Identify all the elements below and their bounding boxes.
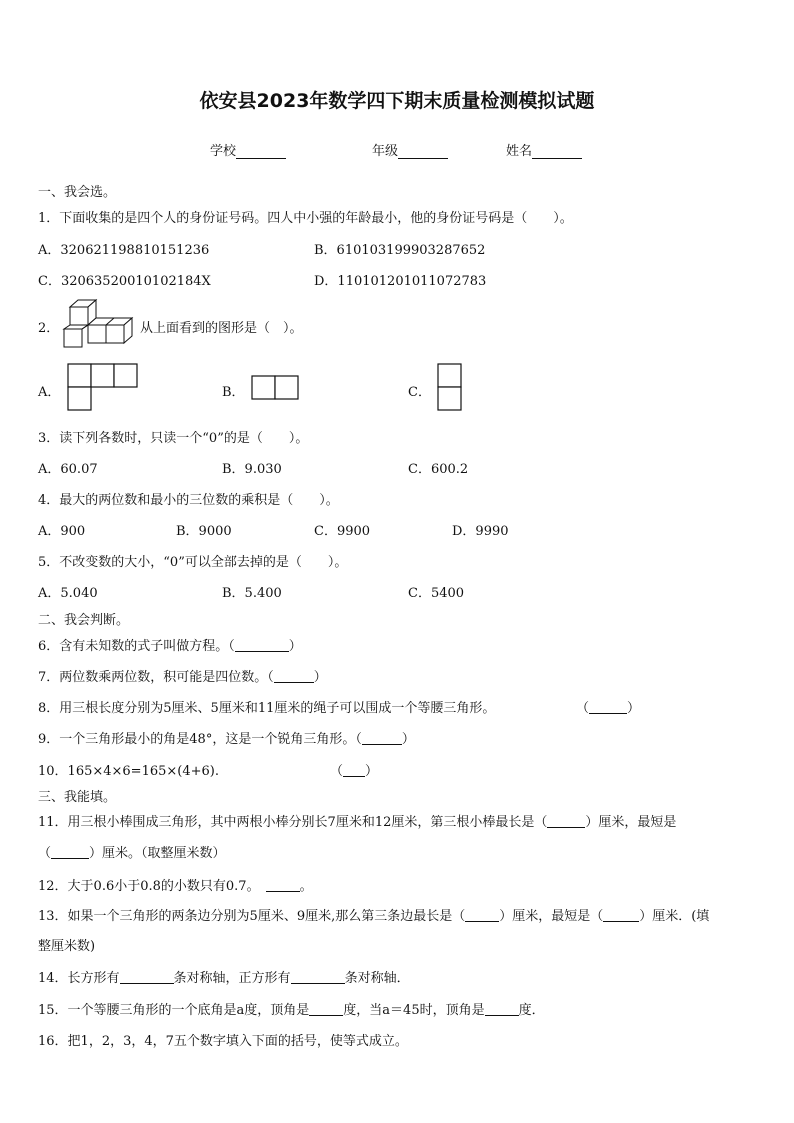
q11-text-1: 11．用三根小棒围成三角形，其中两根小棒分别长7厘米和12厘米，第三根小棒最长是（ — [38, 815, 548, 830]
q13-text-2: ）厘米，最短是（ — [499, 909, 604, 924]
school-field — [210, 140, 286, 159]
q11-shortest-blank[interactable] — [51, 845, 89, 859]
question-2-number: 2． — [38, 321, 60, 336]
q10-paren-close: ） — [365, 764, 379, 779]
q13-shortest-blank[interactable] — [603, 908, 639, 922]
school-blank[interactable] — [236, 144, 286, 159]
q15-text-2: 度，当a＝45时，顶角是 — [343, 1003, 485, 1018]
q3-option-b[interactable]: B．9.030 — [222, 462, 282, 477]
question-2-stem: 从上面看到的图形是（ ）。 — [140, 321, 303, 336]
section-heading-judge: 二、我会判断。 — [38, 613, 130, 628]
question-8-stem: 8．用三根长度分别为5厘米、5厘米和11厘米的绳子可以围成一个等腰三角形。 — [38, 701, 496, 716]
q7-answer-blank[interactable] — [274, 669, 314, 683]
q12-answer-blank[interactable] — [266, 878, 300, 892]
q7-paren-open: （ — [267, 670, 274, 685]
question-13-line2: 整厘米数) — [38, 939, 96, 954]
q10-answer — [330, 760, 378, 779]
question-7 — [38, 666, 327, 685]
q3-option-a[interactable]: A．60.07 — [38, 462, 98, 477]
q6-paren-close: ） — [288, 639, 302, 654]
question-10 — [38, 760, 219, 779]
section-heading-fill: 三、我能填。 — [38, 790, 117, 805]
q1-option-a[interactable]: A．320621198810151236 — [38, 243, 210, 258]
q2-option-b[interactable]: B． — [222, 385, 245, 400]
q2-option-c-shape — [438, 364, 462, 412]
q1-option-d[interactable]: D．110101201011072783 — [314, 274, 487, 289]
q14-square-blank[interactable] — [291, 970, 345, 984]
grade-field — [372, 140, 448, 159]
q8-paren-open: （ — [576, 701, 590, 716]
q8-answer-blank[interactable] — [589, 700, 627, 714]
question-11-line1 — [38, 811, 676, 830]
q15-text-3: 度． — [518, 1003, 545, 1018]
q11-longest-blank[interactable] — [547, 814, 585, 828]
question-15 — [38, 999, 545, 1018]
school-label: 学校 — [210, 144, 237, 159]
question-7-stem: 7．两位数乘两位数，积可能是四位数。 — [38, 670, 268, 685]
q3-option-c[interactable]: C．600.2 — [408, 462, 469, 477]
question-13-line1 — [38, 905, 709, 924]
question-16-stem: 16．把1，2，3，4，7五个数字填入下面的括号，使等式成立。 — [38, 1034, 408, 1049]
name-label: 姓名 — [506, 144, 533, 159]
q10-answer-blank[interactable] — [343, 763, 365, 777]
question-4-stem: 4．最大的两位数和最小的三位数的乘积是（ ）。 — [38, 493, 339, 508]
q8-paren-close: ） — [627, 701, 641, 716]
question-9-stem: 9．一个三角形最小的角是48°，这是一个锐角三角形。 — [38, 732, 356, 747]
page-title: 依安县2023年数学四下期末质量检测模拟试题 — [199, 90, 595, 112]
q5-option-c[interactable]: C．5400 — [408, 586, 465, 601]
question-6-stem: 6．含有未知数的式子叫做方程。 — [38, 639, 229, 654]
q2-option-c[interactable]: C． — [408, 385, 431, 400]
question-3-stem: 3．读下列各数时，只读一个“0”的是（ ）。 — [38, 431, 309, 446]
q1-option-b[interactable]: B．610103199903287652 — [314, 243, 486, 258]
grade-label: 年级 — [372, 144, 399, 159]
question-6 — [38, 635, 302, 654]
q13-longest-blank[interactable] — [465, 908, 499, 922]
q6-paren-open: （ — [228, 639, 235, 654]
section-heading-choice: 一、我会选。 — [38, 185, 117, 200]
q13-text-3: ）厘米．(填 — [639, 909, 710, 924]
q14-text-1: 14．长方形有 — [38, 971, 120, 986]
name-blank[interactable] — [532, 144, 582, 159]
q2-option-a[interactable]: A． — [38, 385, 61, 400]
q15-apex-blank[interactable] — [309, 1002, 343, 1016]
q11-text-4: ）厘米。（取整厘米数） — [89, 846, 226, 861]
q15-apex-value-blank[interactable] — [485, 1002, 519, 1016]
question-14 — [38, 967, 410, 986]
q5-option-b[interactable]: B．5.400 — [222, 586, 282, 601]
q12-stem: 12．大于0.6小于0.8的小数只有0.7。 — [38, 879, 260, 894]
q4-option-c[interactable]: C．9900 — [314, 524, 371, 539]
q8-answer — [576, 697, 640, 716]
q15-text-1: 15．一个等腰三角形的一个底角是a度，顶角是 — [38, 1003, 310, 1018]
q4-option-a[interactable]: A．900 — [38, 524, 86, 539]
q14-text-3: 条对称轴． — [344, 971, 410, 986]
question-11-line2 — [38, 842, 226, 861]
q4-option-b[interactable]: B．9000 — [176, 524, 232, 539]
q6-answer-blank[interactable] — [235, 638, 289, 652]
question-8 — [38, 697, 495, 716]
question-10-stem: 10．165×4×6=165×(4+6). — [38, 764, 219, 779]
name-field — [506, 140, 582, 159]
q14-text-2: 条对称轴，正方形有 — [173, 971, 291, 986]
cube-stack-figure — [62, 299, 140, 351]
q9-answer-blank[interactable] — [362, 731, 402, 745]
q9-paren-open: （ — [355, 732, 362, 747]
q11-text-3: （ — [38, 846, 52, 861]
question-1-stem: 1．下面收集的是四个人的身份证号码。四人中小强的年龄最小，他的身份证号码是（ ）。 — [38, 211, 573, 226]
q1-option-c[interactable]: C．32063520010102184X — [38, 274, 211, 289]
q2-option-a-shape — [68, 364, 138, 412]
question-5-stem: 5．不改变数的大小，“0”可以全部去掉的是（ ）。 — [38, 555, 348, 570]
q9-paren-close: ） — [401, 732, 415, 747]
q4-option-d[interactable]: D．9990 — [452, 524, 509, 539]
question-12 — [38, 875, 313, 894]
q5-option-a[interactable]: A．5.040 — [38, 586, 98, 601]
q10-paren-open: （ — [330, 764, 344, 779]
q11-text-2: ）厘米，最短是 — [585, 815, 677, 830]
q7-paren-close: ） — [313, 670, 327, 685]
q2-option-b-shape — [252, 376, 300, 400]
question-9 — [38, 728, 415, 747]
grade-blank[interactable] — [398, 144, 448, 159]
q13-text-1: 13．如果一个三角形的两条边分别为5厘米、9厘米,那么第三条边最长是（ — [38, 909, 466, 924]
q14-rectangle-blank[interactable] — [120, 970, 174, 984]
q12-end: 。 — [299, 879, 313, 894]
